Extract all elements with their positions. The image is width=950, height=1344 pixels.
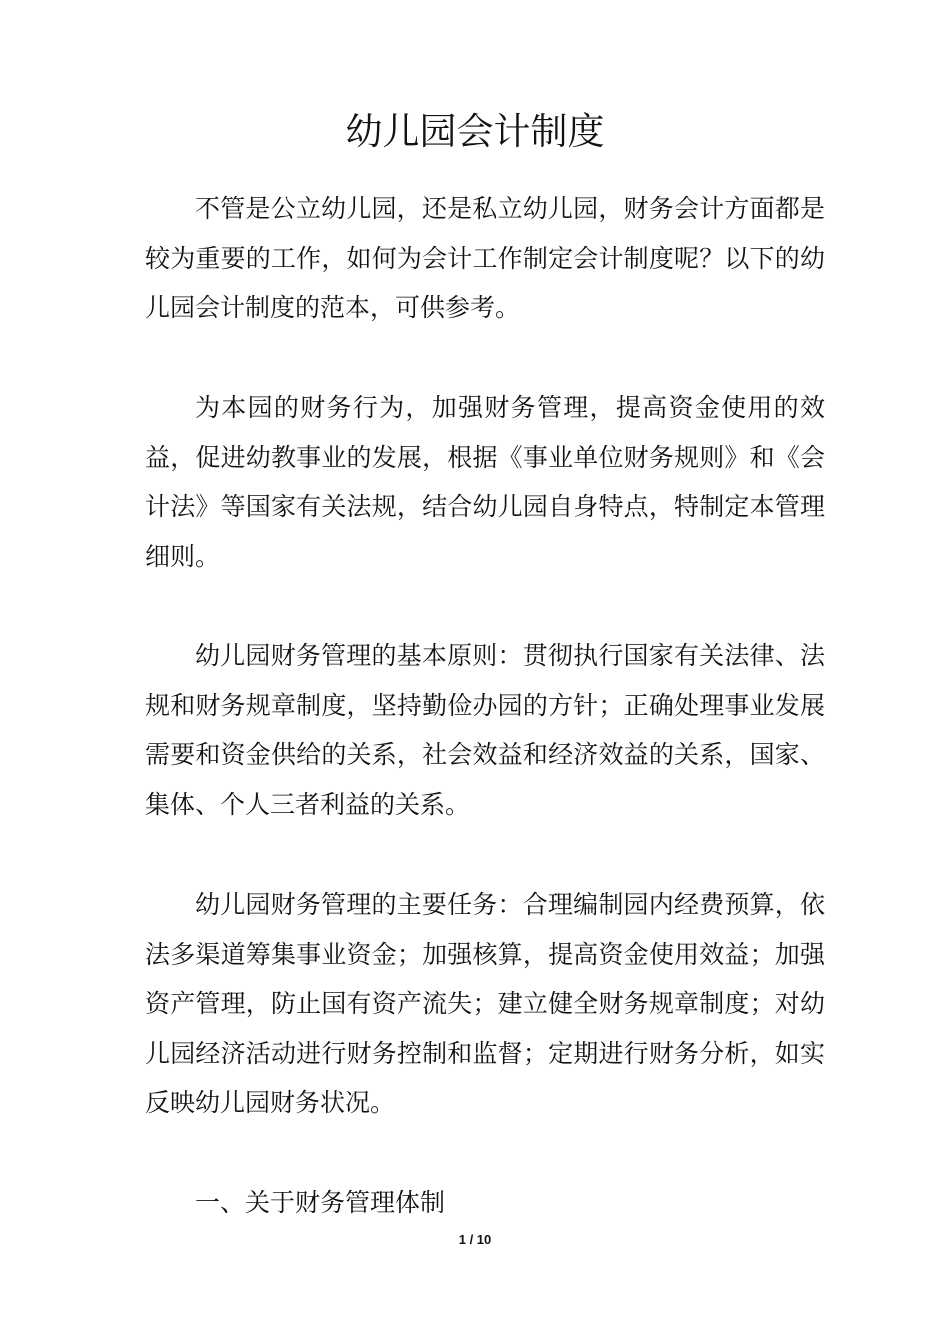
paragraph-intro: 不管是公立幼儿园，还是私立幼儿园，财务会计方面都是较为重要的工作，如何为会计工作制定会计制度呢？以下的幼儿园会计制度的范本，可供参考。 [145,194,825,322]
paragraph-purpose: 为本园的财务行为，加强财务管理，提高资金使用的效益，促进幼教事业的发展，根据《事业单位财务规则》和《会计法》等国家有关法规，结合幼儿园自身特点，特制定本管理细则。 [145,393,825,571]
document-title: 幼儿园会计制度 [345,110,605,153]
paragraph-tasks: 幼儿园财务管理的主要任务：合理编制园内经费预算，依法多渠道筹集事业资金；加强核算，提高资金使用效益；加强资产管理，防止国有资产流失；建立健全财务规章制度；对幼儿园经济活动进行财务控制和监督；定期进行财务分析，如实反映幼儿园财务状况。 [145,890,825,1117]
section-heading: 一、关于财务管理体制 [195,1188,446,1217]
page-number: 1 / 10 [458,1232,492,1247]
paragraph-principles: 幼儿园财务管理的基本原则：贯彻执行国家有关法律、法规和财务规章制度，坚持勤俭办园的方针；正确处理事业发展需要和资金供给的关系，社会效益和经济效益的关系，国家、集体、个人三者利益的关系。 [145,641,825,819]
